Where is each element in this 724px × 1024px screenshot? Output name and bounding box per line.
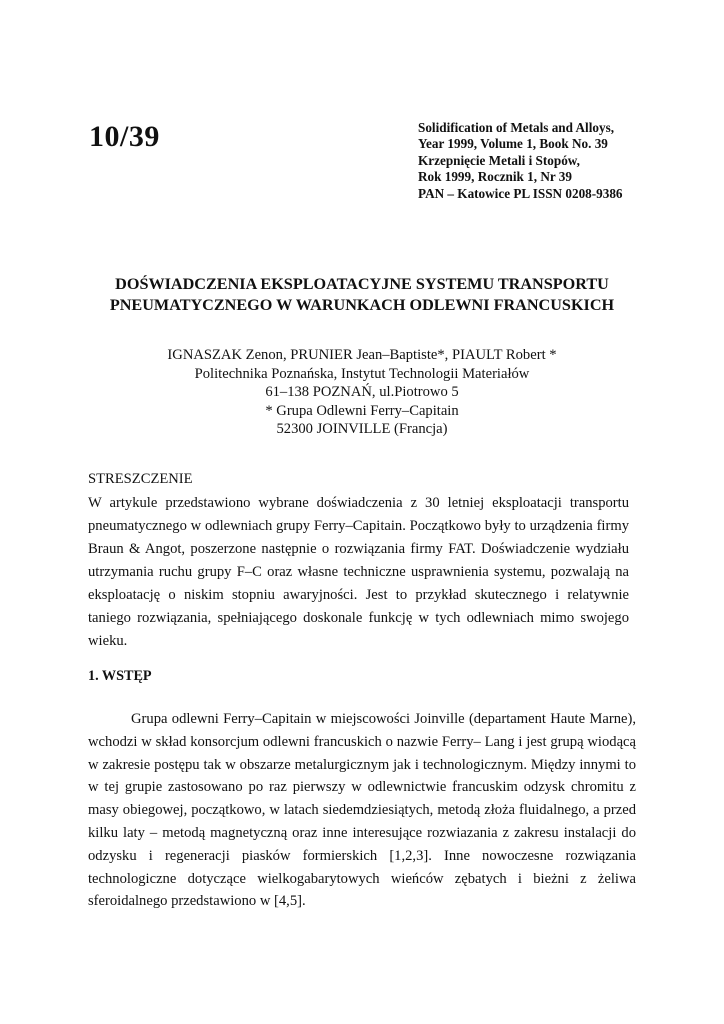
section-heading-introduction: 1. WSTĘP [88, 668, 152, 684]
abstract-body [88, 492, 629, 653]
abstract-heading: STRESZCZENIE [88, 471, 193, 487]
introduction-body [88, 708, 636, 913]
journal-line: Solidification of Metals and Alloys, [418, 120, 614, 135]
abstract-paragraph: W artykule przedstawiono wybrane doświadczenia z 30 letniej eksploatacji transportu pneumatycznego w odlewniach grupy Ferry–Capitain. Początkowo były to urządzenia firmy Braun & Angot, poszerzone następnie o rozwiązania firmy FAT. Doświadczenie wydziału utrzymania ruchu grupy F–C oraz własne techniczne usprawnienia systemu, pozwalają na eksploatację o niskim stopniu awaryjności. Jest to przykład skutecznego i relatywnie taniego rozwiązania, spełniającego doskonale funkcję w tych odlewniach mimo swojego wieku. [88, 495, 629, 649]
author-names: IGNASZAK Zenon, PRUNIER Jean–Baptiste*, PIAULT Robert * [167, 347, 557, 363]
introduction-paragraph: Grupa odlewni Ferry–Capitain w miejscowości Joinville (departament Haute Marne), wchodzi w skład konsorcjum odlewni francuskich o nazwie Ferry– Lang i jest grupą wiodącą w zakresie postępu tak w obszarze metalurgicznym jak i technologicznym. Między innymi to w tej grupie zastosowano po raz pierwszy w odlewnictwie francuskim odzysk chromitu z masy obiegowej, początkowo, w latach siedemdziesiątych, metodą złoża fluidalnego, a przed kilku laty – metodą magnetyczną oraz inne interesujące rozwiazania z zakresu instalacji do odzysku i regeneracji piasków formierskich [1,2,3]. Inne nowoczesne rozwiązania technologiczne dotyczące wielkogabarytowych wieńców zębatych i bieżni z żeliwa sferoidalnego przedstawiono w [4,5]. [88, 711, 636, 910]
document-number: 10/39 [89, 120, 160, 153]
title-line-2: PNEUMATYCZNEGO W WARUNKACH ODLEWNI FRANCUSKICH [109, 296, 615, 314]
journal-info [418, 120, 623, 202]
affiliation-1: Politechnika Poznańska, Instytut Technologii Materiałów [194, 365, 530, 382]
address-2: 52300 JOINVILLE (Francja) [276, 421, 448, 438]
address-1: 61–138 POZNAŃ, ul.Piotrowo 5 [265, 384, 459, 401]
journal-line: PAN – Katowice PL ISSN 0208-9386 [418, 185, 623, 201]
journal-line: Rok 1999, Rocznik 1, Nr 39 [418, 169, 572, 185]
affiliation-2: * Grupa Odlewni Ferry–Capitain [265, 402, 459, 419]
paper-title [60, 274, 664, 316]
journal-line: Year 1999, Volume 1, Book No. 39 [418, 136, 608, 152]
title-line-1: DOŚWIADCZENIA EKSPLOATACYJNE SYSTEMU TRANSPORTU [115, 275, 609, 293]
journal-line: Krzepnięcie Metali i Stopów, [418, 152, 580, 168]
authors-block [60, 346, 664, 439]
